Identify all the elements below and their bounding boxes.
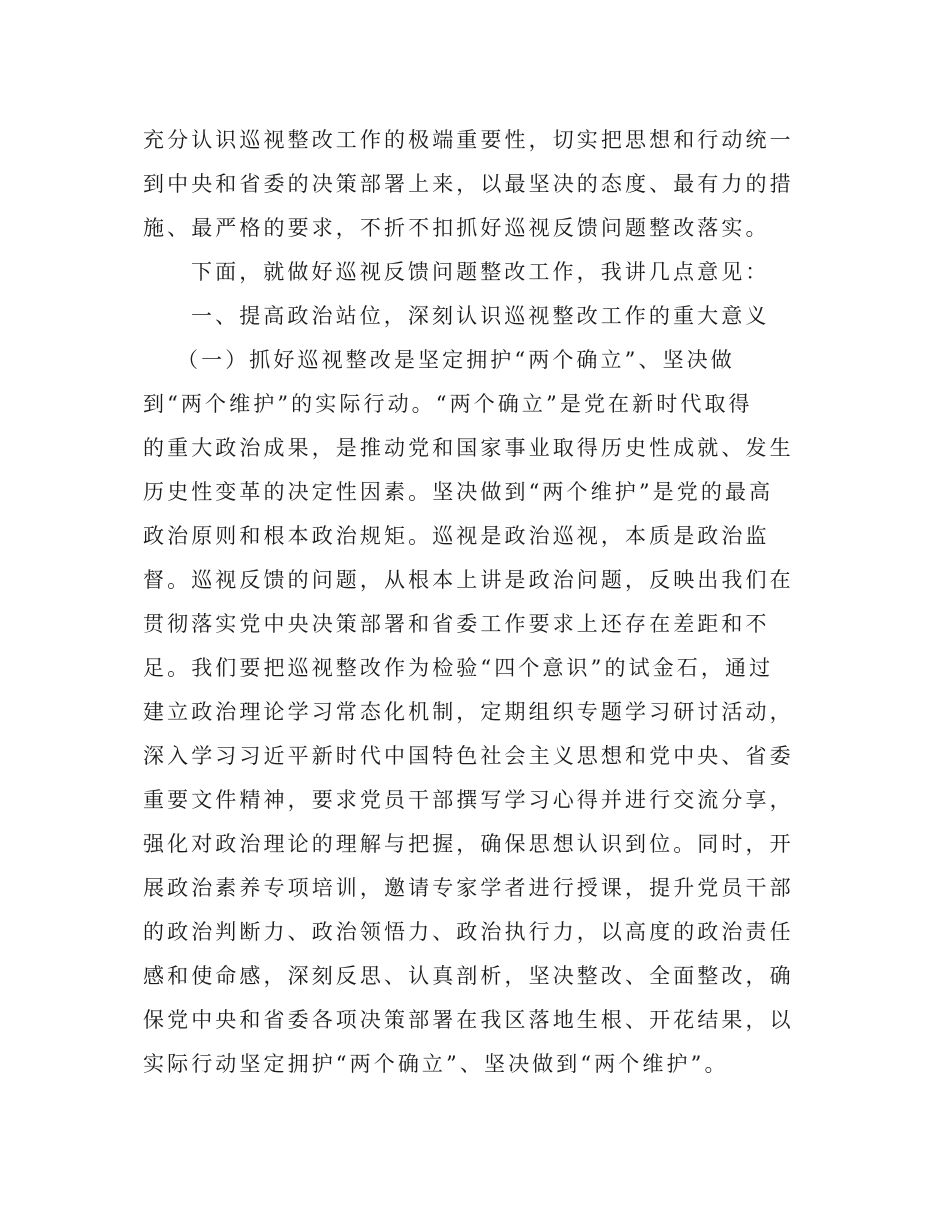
text-line: 政治原则和根本政治规矩。巡视是政治巡视，本质是政治监 — [143, 524, 770, 548]
text-line: 建立政治理论学习常态化机制，定期组织专题学习研讨活动， — [143, 700, 794, 724]
text-line: 施、最严格的要求，不折不扣抓好巡视反馈问题整改落实。 — [143, 216, 770, 240]
text-line: 督。巡视反馈的问题，从根本上讲是政治问题，反映出我们在 — [143, 568, 794, 592]
text-line: 充分认识巡视整改工作的极端重要性，切实把思想和行动统一 — [143, 128, 794, 152]
text-line: 到中央和省委的决策部署上来，以最坚决的态度、最有力的措 — [143, 172, 794, 196]
text-line: 历史性变革的决定性因素。坚决做到“两个维护”是党的最高 — [143, 480, 774, 504]
text-line: 感和使命感，深刻反思、认真剖析，坚决整改、全面整改，确 — [143, 964, 794, 988]
text-line: 足。我们要把巡视整改作为检验“四个意识”的试金石，通过 — [143, 656, 774, 680]
section-heading — [143, 294, 811, 338]
text-line: 的政治判断力、政治领悟力、政治执行力，以高度的政治责任 — [143, 920, 794, 944]
text-line: 到“两个维护”的实际行动。“两个确立”是党在新时代取得 — [143, 392, 753, 416]
paragraph-continued — [143, 118, 811, 250]
document-body — [143, 118, 811, 1086]
text-line: 下面，就做好巡视反馈问题整改工作，我讲几点意见： — [191, 260, 770, 284]
text-line: 的重大政治成果，是推动党和国家事业取得历史性成就、发生 — [143, 436, 794, 460]
text-line: 强化对政治理论的理解与把握，确保思想认识到位。同时，开 — [143, 832, 794, 856]
text-line: 展政治素养专项培训，邀请专家学者进行授课，提升党员干部 — [143, 876, 794, 900]
text-line: 重要文件精神，要求党员干部撰写学习心得并进行交流分享， — [143, 788, 794, 812]
text-line: 贯彻落实党中央决策部署和省委工作要求上还存在差距和不 — [143, 612, 770, 636]
text-line: 保党中央和省委各项决策部署在我区落地生根、开花结果，以 — [143, 1008, 794, 1032]
paragraph-body — [143, 338, 811, 1086]
text-line: （一）抓好巡视整改是坚定拥护“两个确立”、坚决做 — [177, 348, 735, 372]
heading-line: 一、提高政治站位，深刻认识巡视整改工作的重大意义 — [191, 304, 770, 328]
paragraph-intro — [143, 250, 811, 294]
text-line: 深入学习习近平新时代中国特色社会主义思想和党中央、省委 — [143, 744, 794, 768]
text-line: 实际行动坚定拥护“两个确立”、坚决做到“两个维护”。 — [143, 1052, 729, 1076]
